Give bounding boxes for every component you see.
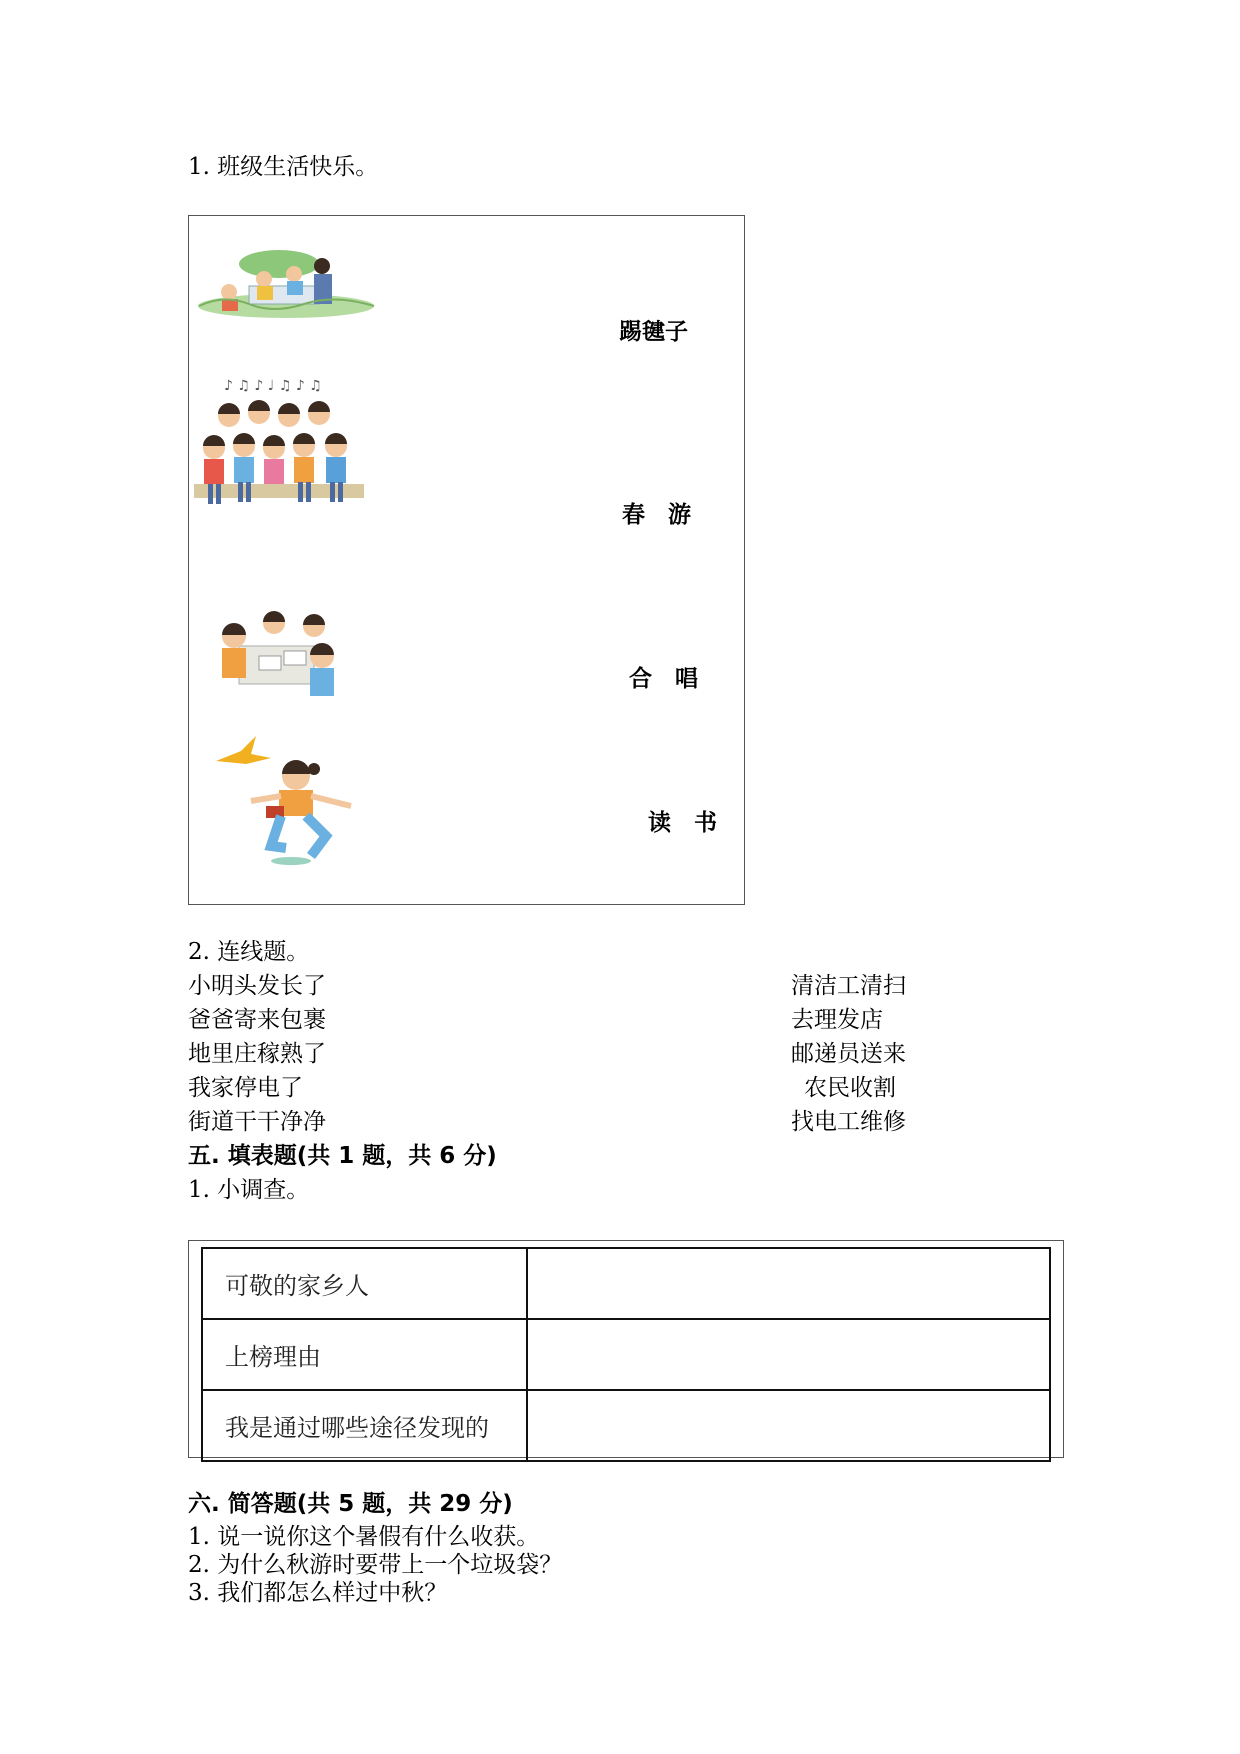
table-cell-label: 上榜理由 <box>202 1319 527 1390</box>
choir-picture <box>194 376 369 511</box>
activity-label-chunyou: 春 游 <box>622 502 691 528</box>
table-row <box>202 1319 1050 1390</box>
matching-right-item: 找电工维修 <box>791 1109 906 1135</box>
matching-left-item: 小明头发长了 <box>188 973 326 999</box>
matching-right-item: 去理发店 <box>791 1007 883 1033</box>
matching-activity-box <box>188 215 745 905</box>
question-1-title: 1. 班级生活快乐。 <box>188 154 379 180</box>
short-answer-question: 2. 为什么秋游时要带上一个垃圾袋？ <box>188 1552 563 1578</box>
table-cell-answer[interactable] <box>527 1319 1050 1390</box>
survey-table <box>201 1247 1051 1462</box>
matching-left-item: 爸爸寄来包裹 <box>188 1007 326 1033</box>
short-answer-question: 3. 我们都怎么样过中秋？ <box>188 1580 448 1606</box>
jianzi-picture <box>211 736 371 871</box>
reading-picture <box>204 611 354 706</box>
activity-label-jianzi: 踢毽子 <box>619 319 688 345</box>
table-cell-label: 我是通过哪些途径发现的 <box>202 1390 527 1461</box>
table-row <box>202 1248 1050 1319</box>
svg-text:♪ ♫ ♪ ♩ ♫ ♪ ♫: ♪ ♫ ♪ ♩ ♫ ♪ ♫ <box>224 378 322 394</box>
activity-label-hechang: 合 唱 <box>629 666 698 692</box>
section-5-question-1: 1. 小调查。 <box>188 1177 310 1203</box>
matching-left-item: 我家停电了 <box>188 1075 303 1101</box>
matching-right-item: 清洁工清扫 <box>791 973 906 999</box>
question-2-title: 2. 连线题。 <box>188 939 310 965</box>
section-5-heading: 五. 填表题(共 1 题，共 6 分) <box>188 1143 497 1169</box>
table-cell-answer[interactable] <box>527 1390 1050 1461</box>
activity-label-dushu: 读 书 <box>648 810 717 836</box>
survey-table-frame <box>188 1240 1064 1458</box>
table-cell-answer[interactable] <box>527 1248 1050 1319</box>
matching-right-item: 农民收割 <box>804 1075 896 1101</box>
short-answer-question: 1. 说一说你这个暑假有什么收获。 <box>188 1524 540 1550</box>
matching-left-item: 街道干干净净 <box>188 1109 326 1135</box>
matching-right-item: 邮递员送来 <box>791 1041 906 1067</box>
matching-left-item: 地里庄稼熟了 <box>188 1041 326 1067</box>
table-row <box>202 1390 1050 1461</box>
picnic-picture <box>194 244 379 324</box>
section-6-heading: 六. 简答题(共 5 题，共 29 分) <box>188 1491 513 1517</box>
table-cell-label: 可敬的家乡人 <box>202 1248 527 1319</box>
